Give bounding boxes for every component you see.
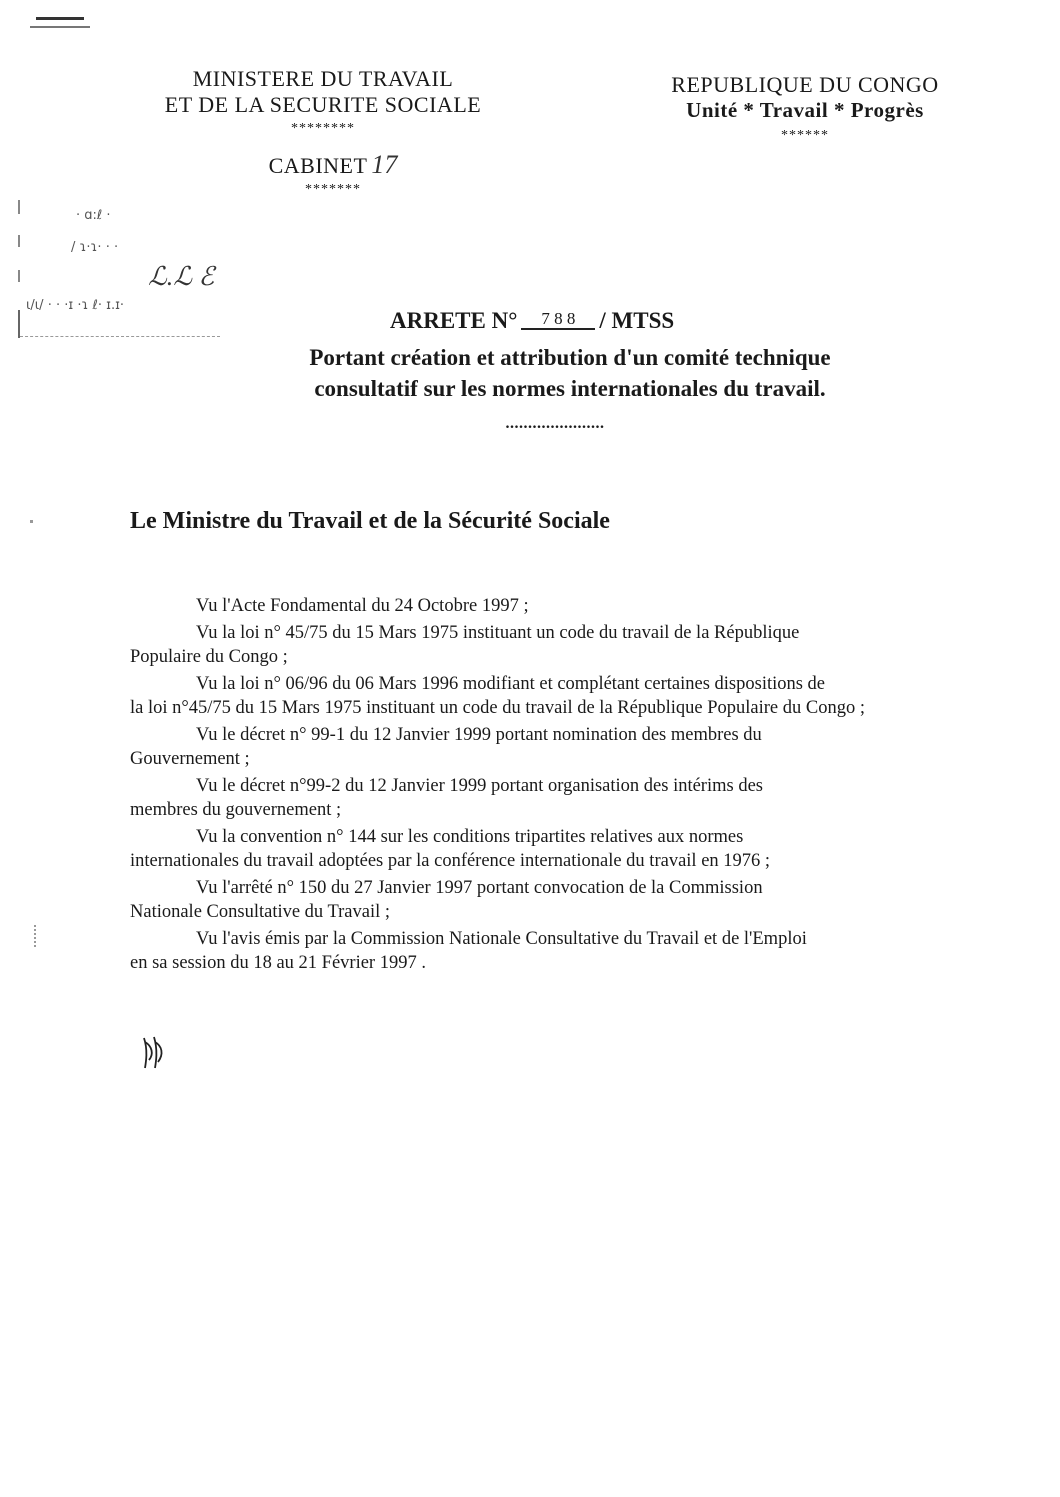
visa-item: Vu l'arrêté n° 150 du 27 Janvier 1997 portant convocation de la Commission Nationale Consultative du Travail ;: [130, 878, 763, 922]
subtitle-line2: consultatif sur les normes internationales du travail.: [314, 376, 826, 402]
ministry-line2: ET DE LA SECURITE SOCIALE: [164, 92, 482, 118]
arrete-title: [390, 308, 790, 334]
visa-item: Vu la loi n° 06/96 du 06 Mars 1996 modifiant et complétant certaines dispositions de la loi n°45/75 du 15 Mars 1975 instituant un code du travail de la République Populaire du Congo ;: [130, 674, 865, 718]
republic-stars: ******: [781, 127, 829, 143]
visa-item: Vu l'Acte Fondamental du 24 Octobre 1997 ;: [196, 596, 529, 616]
minister-heading: Le Ministre du Travail et de la Sécurité Sociale: [130, 508, 610, 534]
visa-item: Vu la loi n° 45/75 du 15 Mars 1975 instituant un code du travail de la République Populaire du Congo ;: [130, 623, 800, 667]
scan-mark-top: [36, 17, 84, 20]
subtitle-line1: Portant création et attribution d'un comité technique: [309, 345, 831, 370]
arrete-suffix: / MTSS: [599, 308, 675, 333]
ministry-line1: MINISTERE DU TRAVAIL: [192, 66, 454, 91]
arrete-number: 7 8 8: [521, 310, 595, 330]
scan-mark-top-2: [30, 26, 90, 28]
visas-list: [130, 594, 980, 978]
ministry-header: [130, 66, 516, 137]
margin-mark-2: [34, 925, 38, 947]
visa-item: Vu l'avis émis par la Commission Nationale Consultative du Travail et de l'Emploi en sa session du 18 au 21 Février 1997 .: [130, 929, 807, 973]
visa-item: Vu le décret n°99-2 du 12 Janvier 1999 portant organisation des intérims des membres du gouvernement ;: [130, 776, 763, 820]
republic-motto: Unité * Travail * Progrès: [686, 98, 924, 123]
cabinet-hand-number: 17: [371, 150, 398, 179]
ministry-stars: ********: [291, 120, 355, 136]
cabinet-label: CABINET: [268, 153, 368, 178]
separator-dots: ......................: [505, 415, 605, 432]
cabinet-block: [248, 150, 418, 198]
visa-item: Vu le décret n° 99-1 du 12 Janvier 1999 portant nomination des membres du Gouvernement ;: [130, 725, 762, 769]
republic-header: [640, 72, 970, 144]
handwritten-initials: [140, 1032, 170, 1072]
faded-stamp: · ɑ:ℓ · / ɿ·ɿ· · · ℒ.ℒ ℰ ɩ/ɩ/ · · ·ɪ ·ɿ ℓ· ɪ.ɪ·: [16, 180, 266, 350]
visa-item: Vu la convention n° 144 sur les conditions tripartites relatives aux normes internationales du travail adoptées par la conférence internationale du travail en 1976 ;: [130, 827, 771, 871]
cabinet-stars: *******: [305, 182, 361, 197]
arrete-prefix: ARRETE N°: [390, 308, 518, 333]
margin-mark: [30, 520, 33, 523]
arrete-subtitle: [200, 342, 940, 404]
republic-line1: REPUBLIQUE DU CONGO: [671, 72, 939, 97]
initials-mark-icon: [140, 1032, 170, 1072]
